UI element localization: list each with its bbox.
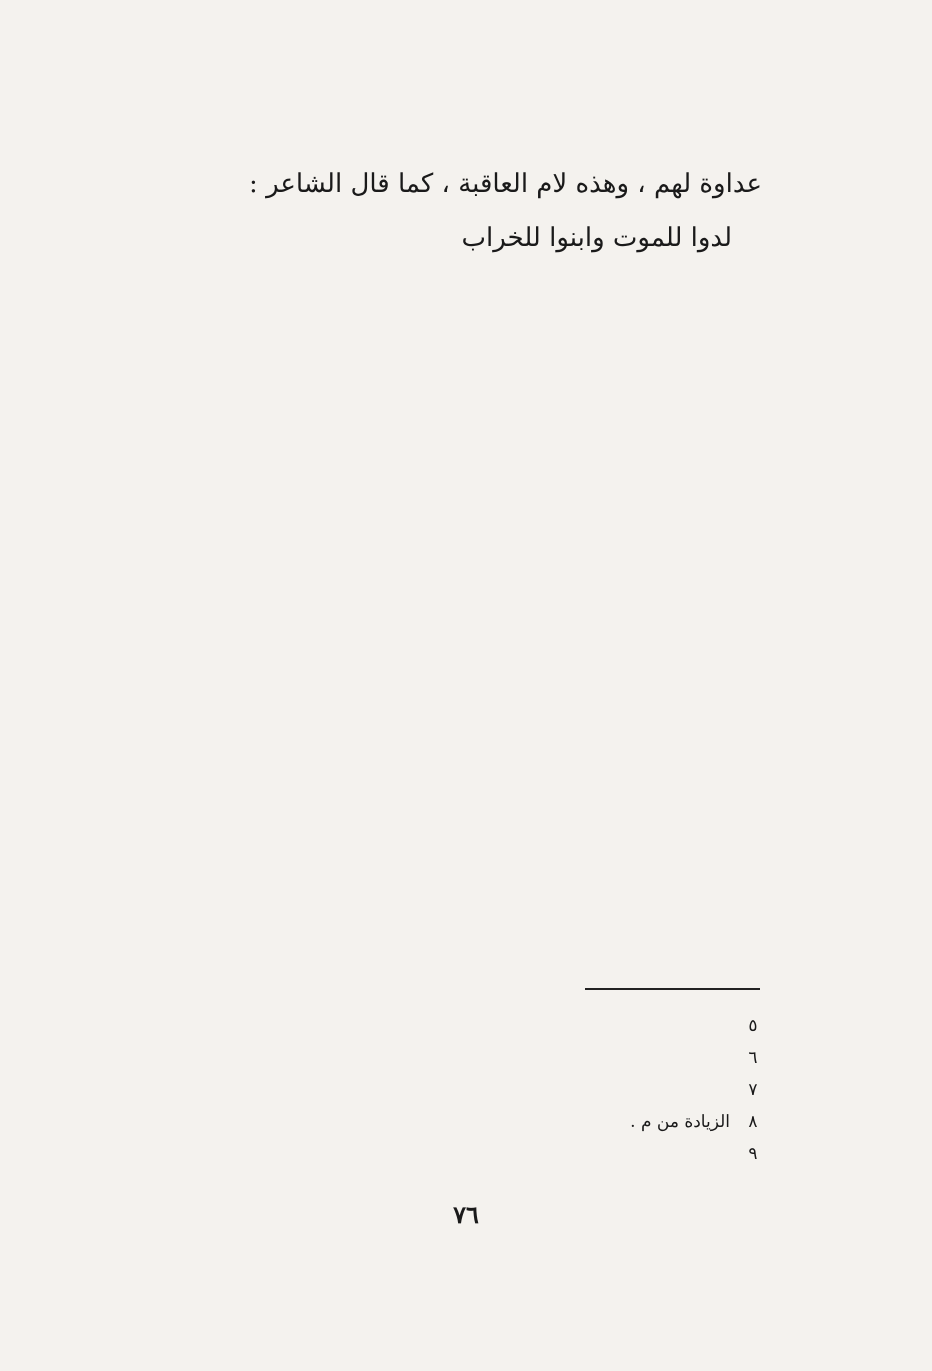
body-line: عداوة لهم ، وهذه لام العاقبة ، كما قال الشاعر : [249,169,762,199]
body-text [85,160,762,268]
footnote-number: ٦ [748,1048,758,1068]
footnote-text: الزيادة من م . [630,1112,730,1132]
footnote-number: ٨ [748,1112,758,1132]
footnote [85,1106,762,1138]
footnote-number: ٩ [748,1144,758,1164]
footnote [85,1074,762,1106]
footnote-separator [585,988,760,990]
footnote [85,1138,762,1170]
footnotes [85,1010,762,1170]
footnote [85,1010,762,1042]
verse-line [85,214,762,262]
footnote-number: ٥ [748,1016,758,1036]
page-number: ٧٦ [453,1200,479,1229]
verse-hemistich-right: لدوا للموت وابنوا للخراب [461,223,732,253]
footnote-number: ٧ [748,1080,758,1100]
footnote [85,1042,762,1074]
